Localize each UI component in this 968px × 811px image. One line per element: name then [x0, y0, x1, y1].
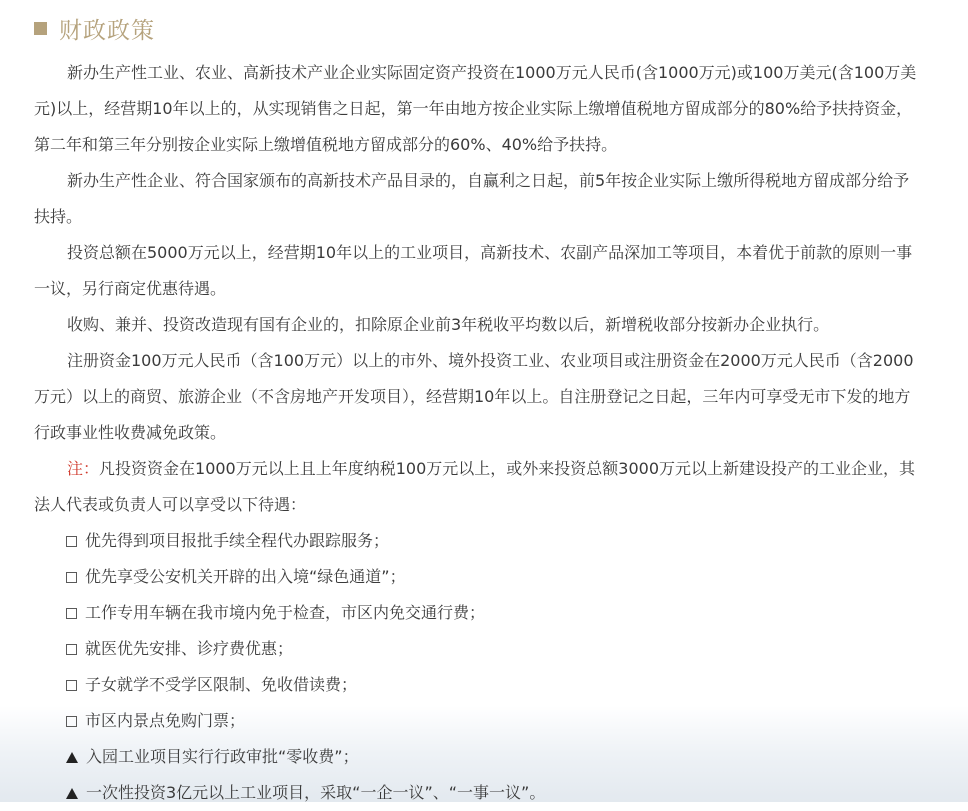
policy-paragraph-5: 注册资金100万元人民币（含100万元）以上的市外、境外投资工业、农业项目或注册资金在2000万元人民币（含2000万元）以上的商贸、旅游企业（不含房地产开发项目），经营期10年以上。自注册登记之日起，三年内可享受无市下发的地方行政事业性收费减免政策。	[34, 351, 914, 442]
list-item	[34, 703, 924, 739]
checkbox-icon	[66, 608, 77, 619]
policy-paragraph-1: 新办生产性工业、农业、高新技术产业企业实际固定资产投资在1000万元人民币(含1000万元)或100万美元(含100万美元)以上，经营期10年以上的，从实现销售之日起，第一年由地方按企业实际上缴增值税地方留成部分的80%给予扶持资金，第二年和第三年分别按企业实际上缴增值税地方留成部分的60%、40%给予扶持。	[34, 63, 917, 154]
benefit-text: 就医优先安排、诊疗费优惠；	[85, 639, 294, 658]
square-bullet-icon	[34, 22, 47, 35]
policy-paragraph-4: 收购、兼并、投资改造现有国有企业的，扣除原企业前3年税收平均数以后，新增税收部分按新办企业执行。	[67, 315, 830, 334]
benefit-text: 市区内景点免购门票；	[85, 711, 246, 730]
section-title: 财政政策	[59, 17, 155, 44]
note-paragraph	[34, 451, 924, 523]
highlight-text: 一次性投资3亿元以上工业项目，采取“一企一议”、“一事一议”。	[86, 783, 546, 802]
benefit-text: 工作专用车辆在我市境内免于检查，市区内免交通行费；	[85, 603, 486, 622]
list-item	[34, 559, 924, 595]
list-item	[34, 631, 924, 667]
list-item	[34, 595, 924, 631]
policy-paragraph-2: 新办生产性企业、符合国家颁布的高新技术产品目录的，自赢利之日起，前5年按企业实际上缴所得税地方留成部分给予扶持。	[34, 171, 910, 226]
checkbox-icon	[66, 644, 77, 655]
section-header	[34, 12, 155, 44]
list-item	[34, 775, 924, 811]
benefit-text: 优先享受公安机关开辟的出入境“绿色通道”；	[85, 567, 406, 586]
note-text: 凡投资资金在1000万元以上且上年度纳税100万元以上，或外来投资总额3000万元以上新建设投产的工业企业，其法人代表或负责人可以享受以下待遇：	[34, 459, 915, 514]
policy-paragraph-3: 投资总额在5000万元以上，经营期10年以上的工业项目，高新技术、农副产品深加工等项目，本着优于前款的原则一事一议，另行商定优惠待遇。	[34, 243, 913, 298]
triangle-icon	[66, 752, 78, 763]
note-label: 注：	[67, 459, 100, 478]
highlight-text: 入园工业项目实行行政审批“零收费”；	[86, 747, 359, 766]
list-item	[34, 667, 924, 703]
checkbox-icon	[66, 536, 77, 547]
checkbox-icon	[66, 572, 77, 583]
policy-content	[34, 55, 924, 811]
list-item	[34, 739, 924, 775]
checkbox-icon	[66, 680, 77, 691]
list-item	[34, 523, 924, 559]
benefit-text: 子女就学不受学区限制、免收借读费；	[85, 675, 358, 694]
checkbox-icon	[66, 716, 77, 727]
triangle-icon	[66, 788, 78, 799]
benefit-text: 优先得到项目报批手续全程代办跟踪服务；	[85, 531, 390, 550]
benefits-list	[34, 523, 924, 811]
